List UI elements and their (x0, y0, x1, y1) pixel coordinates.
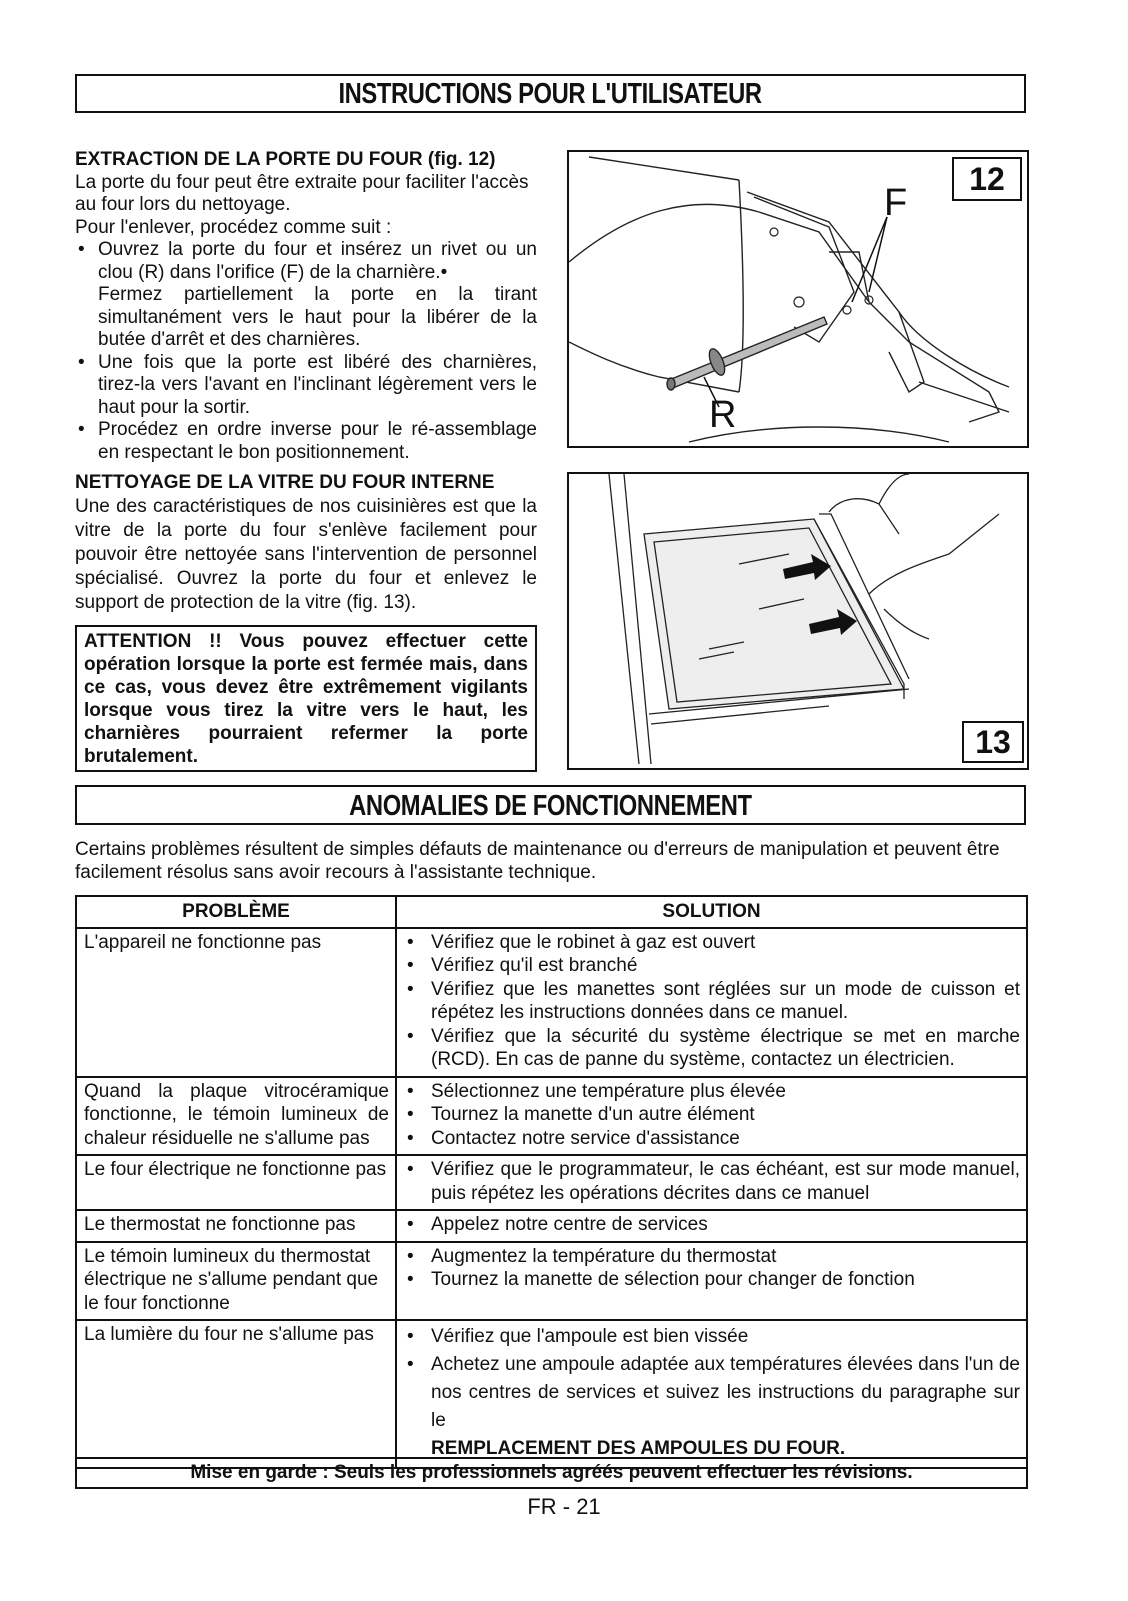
problem-cell: L'appareil ne fonctionne pas (76, 928, 396, 1077)
table-row (76, 1210, 1027, 1242)
figure-12-label-r: R (709, 394, 737, 436)
column-header-problem: PROBLÈME (76, 896, 396, 928)
solution-cell (396, 1210, 1027, 1242)
glass-cleaning-heading: NETTOYAGE DE LA VITRE DU FOUR INTERNE (75, 472, 495, 493)
door-extraction-section (75, 149, 537, 464)
page-number: FR - 21 (527, 1494, 601, 1519)
notice-text: Mise en garde : Seuls les professionnels agréés peuvent effectuer les révisions. (190, 1462, 913, 1483)
list-item: • Tournez la manette d'un autre élément (404, 1103, 1020, 1127)
door-intro-1: La porte du four peut être extraite pour faciliter l'accès au four lors du nettoyage. (75, 171, 529, 215)
problem-cell: La lumière du four ne s'allume pas (76, 1320, 396, 1468)
warning-text: ATTENTION !! Vous pouvez effectuer cette opération lorsque la porte est fermée mais, dans ce cas, vous devez être extrêmement vigilants lorsque vous tirez la vitre vers le haut, les charnières pourraient refermer la porte brutalement. (84, 631, 528, 767)
door-steps-list (75, 239, 537, 464)
problem-cell: Le four électrique ne fonctionne pas (76, 1155, 396, 1210)
problem-cell: Le témoin lumineux du thermostat électrique ne s'allume pendant que le four fonctionne (76, 1242, 396, 1321)
list-item: • Augmentez la température du thermostat (404, 1245, 1020, 1269)
list-item: • Vérifiez que le programmateur, le cas échéant, est sur mode manuel, puis répétez les opérations décrites dans ce manuel (404, 1158, 1020, 1205)
list-item: • Procédez en ordre inverse pour le ré-assemblage en respectant le bon positionnement. (75, 419, 537, 464)
list-item: • Vérifiez que les manettes sont réglées sur un mode de cuisson et répétez les instructions données dans ce manuel. (404, 978, 1020, 1025)
door-step-1-continued: Fermez partiellement la porte en la tirant simultanément vers le haut pour la libérer de la butée d'arrêt et des charnières. (98, 284, 537, 350)
table-row (76, 1077, 1027, 1156)
table-row (76, 1320, 1027, 1468)
anomalies-intro: Certains problèmes résultent de simples défauts de maintenance ou d'erreurs de manipulation et peuvent être facilement résolus sans avoir recours à l'assistante technique. (75, 839, 1000, 883)
anomalies-table (75, 895, 1028, 1469)
solution-cell (396, 1077, 1027, 1156)
figure-13 (567, 472, 1029, 770)
problem-cell: Quand la plaque vitrocéramique fonctionne, le témoin lumineux de chaleur résiduelle ne s'allume pas (76, 1077, 396, 1156)
list-item: • Contactez notre service d'assistance (404, 1127, 1020, 1151)
anomalies-title-banner (75, 785, 1026, 825)
page-title-banner (75, 74, 1026, 113)
solution-cell (396, 1242, 1027, 1321)
door-intro-2: Pour l'enlever, procédez comme suit : (75, 216, 392, 238)
glass-cleaning-section (75, 472, 537, 615)
list-item: • Vérifiez qu'il est branché (404, 954, 1020, 978)
table-row (76, 1155, 1027, 1210)
page-title: INSTRUCTIONS POUR L'UTILISATEUR (338, 78, 763, 110)
glass-cleaning-body: Une des caractéristiques de nos cuisinières est que la vitre de la porte du four s'enlève facilement pour pouvoir être nettoyée sans l'intervention de personnel spécialisé. Ouvrez la porte du four et enlevez le support de protection de la vitre (fig. 13). (75, 495, 537, 613)
list-item (404, 1351, 1020, 1463)
list-item: • Sélectionnez une température plus élevée (404, 1080, 1020, 1104)
solution-cell (396, 1320, 1027, 1468)
column-header-solution: SOLUTION (396, 896, 1027, 928)
list-item: • Une fois que la porte est libéré des charnières, tirez-la vers l'avant en l'inclinant légèrement vers le haut pour la sortir. (75, 352, 537, 420)
solution-bold-reference: REMPLACEMENT DES AMPOULES DU FOUR. (431, 1438, 846, 1459)
figure-12-number: 12 (952, 157, 1022, 201)
figure-12 (567, 150, 1029, 448)
solution-cell (396, 1155, 1027, 1210)
list-item (75, 239, 537, 352)
notice-box (75, 1457, 1028, 1489)
solution-text: Achetez une ampoule adaptée aux températures élevées dans l'un de nos centres de services et suivez les instructions du paragraphe sur le (431, 1354, 1020, 1431)
solution-cell (396, 928, 1027, 1077)
list-item: • Appelez notre centre de services (404, 1213, 1020, 1237)
table-header-row (76, 896, 1027, 928)
oven-glass-illustration (569, 474, 1027, 768)
figure-13-number: 13 (962, 721, 1024, 763)
warning-box (75, 625, 537, 772)
list-item: • Vérifiez que le robinet à gaz est ouvert (404, 931, 1020, 955)
table-row (76, 928, 1027, 1077)
door-extraction-heading: EXTRACTION DE LA PORTE DU FOUR (fig. 12) (75, 149, 496, 170)
door-step-1: Ouvrez la porte du four et insérez un rivet ou un clou (R) dans l'orifice (F) de la charnière.• (98, 239, 537, 283)
problem-cell: Le thermostat ne fonctionne pas (76, 1210, 396, 1242)
figure-12-label-f: F (884, 182, 908, 224)
table-row (76, 1242, 1027, 1321)
list-item: • Vérifiez que l'ampoule est bien vissée (404, 1323, 1020, 1351)
list-item: • Vérifiez que la sécurité du système électrique se met en marche (RCD). En cas de panne du système, contactez un électricien. (404, 1025, 1020, 1072)
anomalies-title: ANOMALIES DE FONCTIONNEMENT (349, 790, 752, 822)
list-item: • Tournez la manette de sélection pour changer de fonction (404, 1268, 1020, 1292)
